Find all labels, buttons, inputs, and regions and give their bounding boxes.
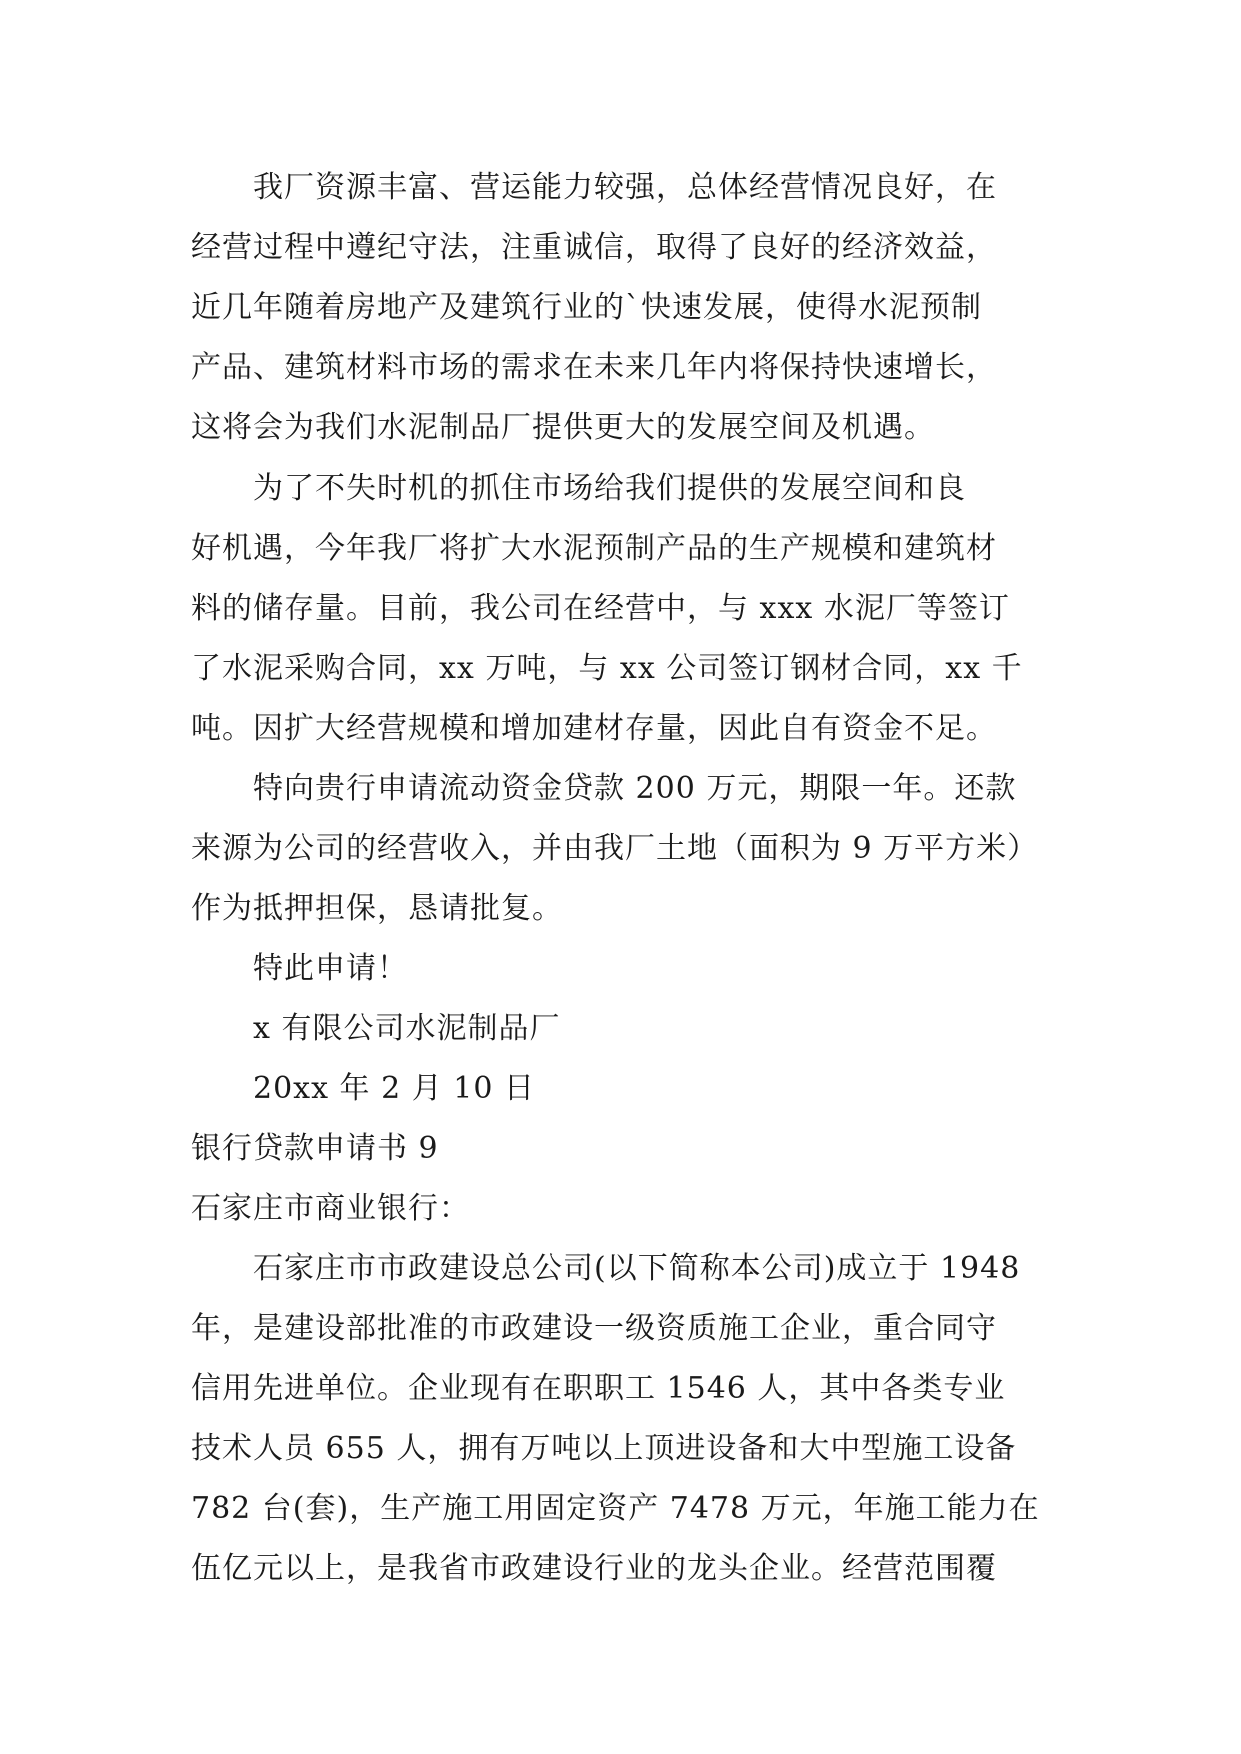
text-line: 技术人员 655 人，拥有万吨以上顶进设备和大中型施工设备 <box>191 1431 1017 1466</box>
text-line: 伍亿元以上，是我省市政建设行业的龙头企业。经营范围覆 <box>191 1551 997 1586</box>
text-line: 信用先进单位。企业现有在职职工 1546 人，其中各类专业 <box>191 1371 1006 1406</box>
closing-line: 特此申请！ <box>253 951 408 986</box>
text-line: 经营过程中遵纪守法，注重诚信，取得了良好的经济效益， <box>191 230 997 265</box>
text-line: 我厂资源丰富、营运能力较强，总体经营情况良好，在 <box>253 170 997 205</box>
text-line: 782 台(套)，生产施工用固定资产 7478 万元，年施工能力在 <box>191 1491 1040 1526</box>
date-line: 20xx 年 2 月 10 日 <box>253 1071 535 1106</box>
text-line: 这将会为我们水泥制品厂提供更大的发展空间及机遇。 <box>191 410 935 445</box>
text-line: 作为抵押担保，恳请批复。 <box>191 891 563 926</box>
text-line: 近几年随着房地产及建筑行业的`快速发展，使得水泥预制 <box>191 290 982 325</box>
addressee-line: 石家庄市商业银行： <box>191 1191 470 1226</box>
text-line: 料的储存量。目前，我公司在经营中，与 xxx 水泥厂等签订 <box>191 591 1010 626</box>
text-line: 好机遇，今年我厂将扩大水泥预制产品的生产规模和建筑材 <box>191 531 997 566</box>
section-heading: 银行贷款申请书 9 <box>191 1131 439 1166</box>
text-line: 为了不失时机的抓住市场给我们提供的发展空间和良 <box>253 471 966 506</box>
text-line: 了水泥采购合同，xx 万吨，与 xx 公司签订钢材合同，xx 千 <box>191 651 1023 686</box>
text-line: 来源为公司的经营收入，并由我厂土地（面积为 9 万平方米） <box>191 831 1039 866</box>
text-line: 特向贵行申请流动资金贷款 200 万元，期限一年。还款 <box>253 771 1017 806</box>
text-line: 年，是建设部批准的市政建设一级资质施工企业，重合同守 <box>191 1311 997 1346</box>
signature-line: x 有限公司水泥制品厂 <box>253 1011 561 1046</box>
text-line: 石家庄市市政建设总公司(以下简称本公司)成立于 1948 <box>253 1251 1021 1286</box>
text-line: 产品、建筑材料市场的需求在未来几年内将保持快速增长， <box>191 350 997 385</box>
text-line: 吨。因扩大经营规模和增加建材存量，因此自有资金不足。 <box>191 711 997 746</box>
